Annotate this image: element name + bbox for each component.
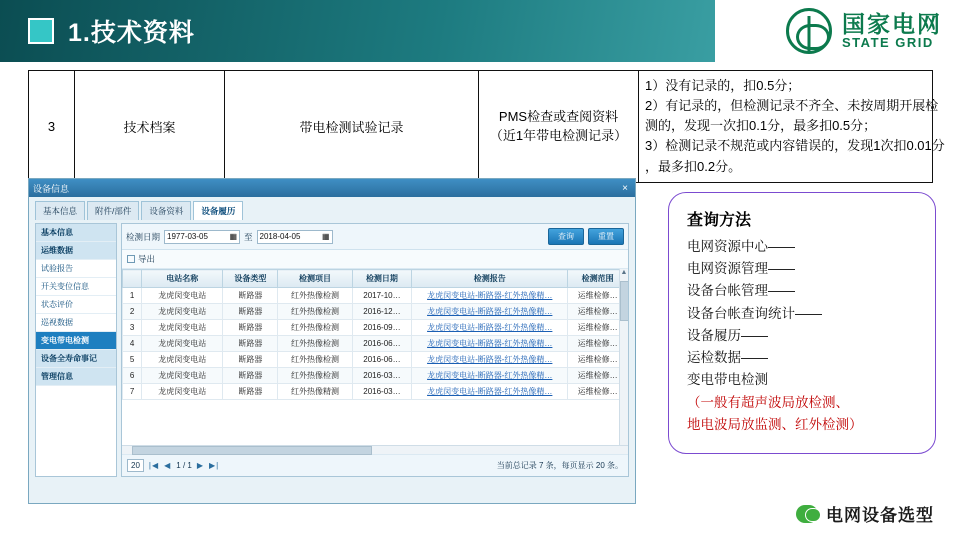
callout-line-2: 电网资源管理—— <box>687 261 795 277</box>
page-header <box>0 0 960 62</box>
tree-item-management-info[interactable]: 管理信息 <box>36 368 116 386</box>
next-page-button[interactable]: ▶ <box>196 461 205 470</box>
device-info-window <box>28 178 636 504</box>
tree-item-lifecycle-events[interactable]: 设备全寿命事记 <box>36 350 116 368</box>
rule-line-4: 3）检测记录不规范或内容错误的，发现1次扣0.01分 <box>645 138 945 154</box>
query-method-callout <box>668 192 936 454</box>
cell-device-type: 断路器 <box>223 368 278 384</box>
cell-project: 红外热像精测 <box>278 384 352 400</box>
table-row[interactable] <box>123 320 628 336</box>
wechat-account-name: 电网设备选型 <box>826 506 934 525</box>
callout-line-1: 电网资源中心—— <box>687 239 795 254</box>
navigation-tree <box>35 223 117 477</box>
export-label: 导出 <box>138 254 156 264</box>
cell-rownum: 1 <box>123 288 142 304</box>
close-icon[interactable]: × <box>622 182 628 194</box>
rule-line-5: ，最多扣0.2分。 <box>645 158 742 174</box>
cell-report-link[interactable]: 龙虎闵变电站-断路器-红外热像精… <box>412 336 568 352</box>
results-grid-wrapper <box>122 269 628 445</box>
content-pane <box>121 223 629 477</box>
tree-item-status-eval[interactable]: 状态评价 <box>36 296 116 314</box>
cell-report-link[interactable]: 龙虎闵变电站-断路器-红外热像精… <box>412 288 568 304</box>
record-summary: 当前总记录 7 条，每页显示 20 条。 <box>496 461 623 470</box>
callout-line-6: 运检数据—— <box>687 350 768 366</box>
callout-title: 查询方法 <box>687 212 752 229</box>
cell-station: 龙虎闵变电站 <box>142 352 223 368</box>
callout-note-line-1: （一般有超声波局放检测、 <box>687 394 849 410</box>
cell-scope: 运维检修… <box>568 368 628 384</box>
table-row[interactable] <box>123 304 628 320</box>
tab-attachments[interactable]: 附件/部件 <box>87 201 139 220</box>
tree-item-live-detection[interactable]: 变电带电检测 <box>36 332 116 350</box>
brand-logo <box>715 0 960 62</box>
cell-date: 2016-09… <box>352 320 412 336</box>
cell-date: 2016-03… <box>352 384 412 400</box>
vertical-scrollbar[interactable] <box>619 269 628 445</box>
header-square-icon <box>28 18 54 44</box>
filter-date-label: 检测日期 <box>126 231 161 242</box>
date-from-value: 1977-03-05 <box>167 232 208 241</box>
cell-item: 带电检测试验记录 <box>225 71 479 183</box>
export-bar[interactable] <box>122 250 628 269</box>
table-row[interactable] <box>123 352 628 368</box>
brand-name-en: STATE GRID <box>842 35 934 51</box>
rule-line-1: 1）没有记录的，扣0.5分； <box>645 78 801 93</box>
cell-device-type: 断路器 <box>223 336 278 352</box>
cell-station: 龙虎闵变电站 <box>142 304 223 320</box>
cell-project: 红外热像检测 <box>278 304 352 320</box>
table-row[interactable] <box>123 384 628 400</box>
cell-report-link[interactable]: 龙虎闵变电站-断路器-红外热像精… <box>412 320 568 336</box>
callout-line-4: 设备台帐查询统计—— <box>687 305 822 321</box>
cell-date: 2016-06… <box>352 336 412 352</box>
cell-rownum: 4 <box>123 336 142 352</box>
table-row <box>29 71 933 183</box>
col-scope[interactable]: 检测范围 <box>568 270 628 288</box>
cell-scope: 运维检修… <box>568 288 628 304</box>
cell-rownum: 2 <box>123 304 142 320</box>
table-row[interactable] <box>123 288 628 304</box>
col-report[interactable]: 检测报告 <box>412 270 568 288</box>
scroll-up-icon[interactable]: ▲ <box>620 269 628 276</box>
callout-line-7: 变电带电检测 <box>687 372 768 388</box>
export-icon <box>127 255 135 263</box>
tree-item-patrol-data[interactable]: 巡视数据 <box>36 314 116 332</box>
pagination-bar <box>122 454 628 476</box>
cell-report-link[interactable]: 龙虎闵变电站-断路器-红外热像精… <box>412 304 568 320</box>
rule-line-2: 2）有记录的，但检测记录不齐全、未按周期开展检 <box>645 98 939 114</box>
tree-item-basic-info[interactable]: 基本信息 <box>36 224 116 242</box>
cell-date: 2016-06… <box>352 352 412 368</box>
window-titlebar <box>29 179 635 197</box>
tree-item-switch-position[interactable]: 开关变位信息 <box>36 278 116 296</box>
col-device-type[interactable]: 设备类型 <box>223 270 278 288</box>
page-title: 1.技术资料 <box>68 19 195 47</box>
cell-scope: 运维检修… <box>568 384 628 400</box>
query-button[interactable]: 查询 <box>548 228 584 245</box>
cell-device-type: 断路器 <box>223 384 278 400</box>
cell-project: 红外热像检测 <box>278 352 352 368</box>
cell-station: 龙虎闵变电站 <box>142 320 223 336</box>
cell-source-main: PMS检查或查阅资料 <box>498 108 619 124</box>
cell-station: 龙虎闵变电站 <box>142 336 223 352</box>
last-page-button[interactable]: ▶| <box>209 461 220 470</box>
tab-device-docs[interactable]: 设备资料 <box>141 201 191 220</box>
cell-date: 2016-12… <box>352 304 412 320</box>
cell-scope: 运维检修… <box>568 352 628 368</box>
cell-project: 红外热像检测 <box>278 288 352 304</box>
tree-item-test-report[interactable]: 试验报告 <box>36 260 116 278</box>
hscroll-thumb[interactable] <box>132 446 372 455</box>
grid-body <box>123 288 628 400</box>
calendar-icon[interactable]: ▦ <box>321 232 330 241</box>
prev-page-button[interactable]: ◀ <box>164 461 172 470</box>
callout-line-3: 设备台帐管理—— <box>687 283 795 299</box>
wechat-footer <box>796 501 934 526</box>
grid-header-row <box>123 270 628 288</box>
cell-station: 龙虎闵变电站 <box>142 368 223 384</box>
window-body <box>29 197 635 483</box>
cell-station: 龙虎闵变电站 <box>142 288 223 304</box>
cell-index: 3 <box>29 71 75 183</box>
col-project[interactable]: 检测项目 <box>278 270 352 288</box>
cell-report-link[interactable]: 龙虎闵变电站-断路器-红外热像精… <box>412 352 568 368</box>
window-title: 设备信息 <box>33 183 70 194</box>
cell-source <box>479 71 639 183</box>
col-date[interactable]: 检测日期 <box>352 270 412 288</box>
cell-report-link[interactable]: 龙虎闵变电站-断路器-红外热像精… <box>412 384 568 400</box>
date-to-value: 2018-04-05 <box>259 232 301 241</box>
cell-rownum: 6 <box>123 368 142 384</box>
cell-device-type: 断路器 <box>223 304 278 320</box>
cell-rules <box>639 71 945 183</box>
brand-text <box>842 12 942 50</box>
tree-item-operation-data[interactable]: 运维数据 <box>36 242 116 260</box>
filter-between-label: 至 <box>244 231 253 242</box>
calendar-icon[interactable]: ▦ <box>229 232 238 241</box>
wechat-icon <box>796 505 818 523</box>
rule-line-3: 测的，发现一次扣0.1分，最多扣0.5分； <box>645 118 877 134</box>
scroll-thumb[interactable] <box>620 281 628 321</box>
cell-category: 技术档案 <box>75 71 225 183</box>
cell-project: 红外热像检测 <box>278 336 352 352</box>
cell-scope: 运维检修… <box>568 336 628 352</box>
state-grid-logo-icon <box>786 8 832 54</box>
tab-device-history[interactable]: 设备履历 <box>193 201 243 220</box>
brand-name-cn: 国家电网 <box>842 11 942 38</box>
date-from-input[interactable] <box>164 230 240 244</box>
window-panes <box>35 223 629 477</box>
results-grid <box>122 269 628 400</box>
cell-source-note: （近1年带电检测记录） <box>489 128 628 144</box>
cell-date: 2016-03… <box>352 368 412 384</box>
cell-date: 2017-10… <box>352 288 412 304</box>
horizontal-scrollbar[interactable] <box>122 445 628 454</box>
tab-bar <box>35 201 629 220</box>
cell-report-link[interactable]: 龙虎闵变电站-断路器-红外热像精… <box>412 368 568 384</box>
reset-button[interactable]: 重置 <box>588 228 624 245</box>
date-to-input[interactable] <box>257 230 333 244</box>
col-rownum <box>123 270 142 288</box>
callout-note-line-2: 地电波局放监测、红外检测） <box>687 416 863 432</box>
cell-device-type: 断路器 <box>223 288 278 304</box>
cell-rownum: 7 <box>123 384 142 400</box>
page-size-select[interactable]: 20 <box>127 459 144 472</box>
cell-scope: 运维检修… <box>568 304 628 320</box>
first-page-button[interactable]: |◀ <box>148 461 160 470</box>
tab-basic-info[interactable]: 基本信息 <box>35 201 85 220</box>
cell-rownum: 5 <box>123 352 142 368</box>
page-indicator: 1 / 1 <box>176 461 192 470</box>
cell-project: 红外热像检测 <box>278 320 352 336</box>
criteria-table <box>28 70 945 183</box>
cell-project: 红外热像检测 <box>278 368 352 384</box>
cell-scope: 运维检修… <box>568 320 628 336</box>
cell-device-type: 断路器 <box>223 352 278 368</box>
cell-station: 龙虎闵变电站 <box>142 384 223 400</box>
filter-bar <box>122 224 628 250</box>
table-row[interactable] <box>123 336 628 352</box>
table-row[interactable] <box>123 368 628 384</box>
header-left-band <box>0 0 730 62</box>
cell-rownum: 3 <box>123 320 142 336</box>
col-station[interactable]: 电站名称 <box>142 270 223 288</box>
cell-device-type: 断路器 <box>223 320 278 336</box>
callout-line-5: 设备履历—— <box>687 327 768 343</box>
